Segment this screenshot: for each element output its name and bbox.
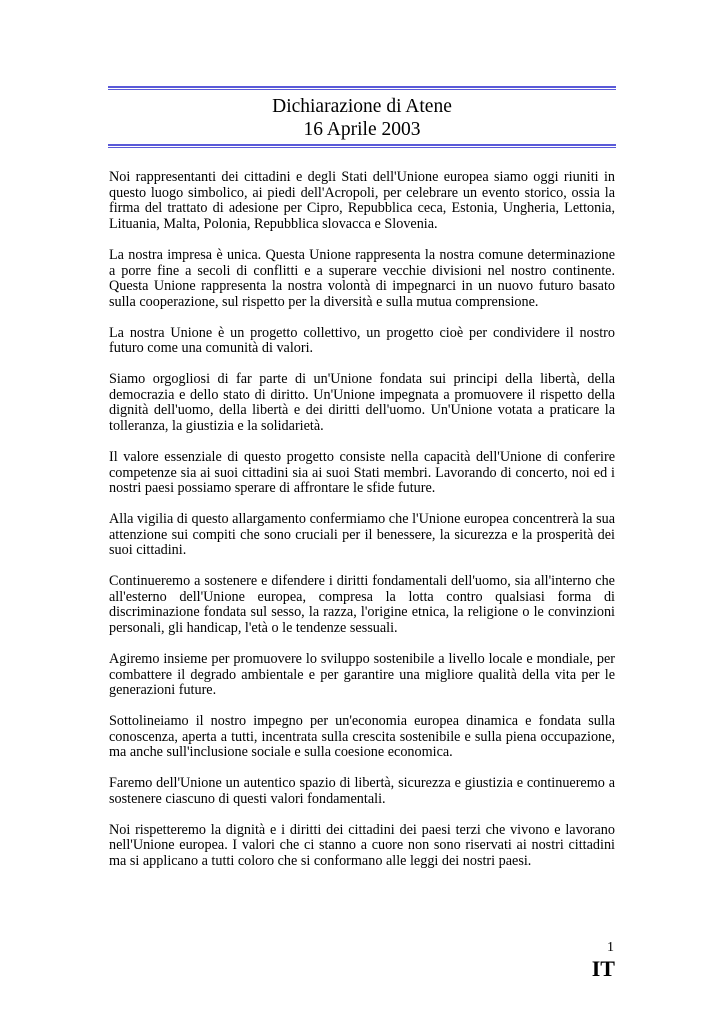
header-bottom-rule bbox=[108, 144, 616, 148]
paragraph: La nostra Unione è un progetto collettivo, un progetto cioè per condividere il nostro futuro come una comunità di valori. bbox=[109, 324, 615, 357]
page-number: 1 bbox=[607, 940, 614, 955]
paragraph: Noi rappresentanti dei cittadini e degli Stati dell'Unione europea siamo oggi riuniti in questo luogo simbolico, ai piedi dell'Acropoli, per celebrare un evento storico, ossia la firma del trattato di adesione per Cipro, Repubblica ceca, Estonia, Ungheria, Lettonia, Lituania, Malta, Polonia, Repubblica slovacca e Slovenia. bbox=[109, 169, 615, 233]
paragraph: Continueremo a sostenere e difendere i diritti fondamentali dell'uomo, sia all'interno che all'esterno dell'Unione europea, compresa la lotta contro qualsiasi forma di discriminazione fondata sul sesso, la razza, l'origine etnica, la religione o le convinzioni personali, gli handicap, l'età o le tendenze sessuali. bbox=[109, 573, 615, 637]
document-title: Dichiarazione di Atene bbox=[272, 96, 452, 117]
paragraph: La nostra impresa è unica. Questa Unione rappresenta la nostra comune determinazione a porre fine a secoli di conflitti e a superare vecchie divisioni nel nostro continente. Questa Unione rappresenta la nostra volontà di impegnarci in un nuovo futuro basato sulla cooperazione, sul rispetto per la diversità e sulla mutua comprensione. bbox=[109, 246, 615, 310]
document-date: 16 Aprile 2003 bbox=[303, 119, 421, 140]
paragraph: Noi rispetteremo la dignità e i diritti dei cittadini dei paesi terzi che vivono e lavorano nell'Unione europea. I valori che ci stanno a cuore non sono riservati ai nostri cittadini ma si applicano a tutti coloro che si conformano alle leggi dei nostri paesi. bbox=[109, 821, 615, 869]
document-body bbox=[109, 170, 615, 885]
paragraph: Sottolineiamo il nostro impegno per un'economia europea dinamica e fondata sulla conoscenza, aperta a tutti, incentrata sulla crescita sostenibile e sulla piena occupazione, ma anche sull'inclusione sociale e sulla coesione economica. bbox=[109, 712, 615, 761]
title-block bbox=[108, 90, 616, 144]
paragraph: Agiremo insieme per promuovere lo sviluppo sostenibile a livello locale e mondiale, per combattere il degrado ambientale e per garantire una migliore qualità della vita per le generazioni future. bbox=[109, 650, 615, 699]
paragraph: Faremo dell'Unione un autentico spazio di libertà, sicurezza e giustizia e continueremo a sostenere ciascuno di questi valori fondamentali. bbox=[109, 775, 615, 807]
language-code: IT bbox=[591, 956, 615, 981]
paragraph: Il valore essenziale di questo progetto consiste nella capacità dell'Unione di conferire competenze sia ai suoi cittadini sia ai suoi Stati membri. Lavorando di concerto, noi ed i nostri paesi possiamo sperare di affrontare le sfide future. bbox=[109, 448, 615, 497]
paragraph: Alla vigilia di questo allargamento confermiamo che l'Unione europea concentrerà la sua attenzione sui compiti che sono cruciali per il benessere, la sicurezza e la prosperità dei suoi cittadini. bbox=[109, 510, 615, 559]
document-header bbox=[108, 86, 616, 148]
paragraph: Siamo orgogliosi di far parte di un'Unione fondata sui principi della libertà, della democrazia e dello stato di diritto. Un'Unione impegnata a promuovere il rispetto della dignità dell'uomo, della libertà e dei diritti dell'uomo. Un'Unione votata a praticare la tolleranza, la giustizia e la solidarietà. bbox=[109, 371, 615, 435]
